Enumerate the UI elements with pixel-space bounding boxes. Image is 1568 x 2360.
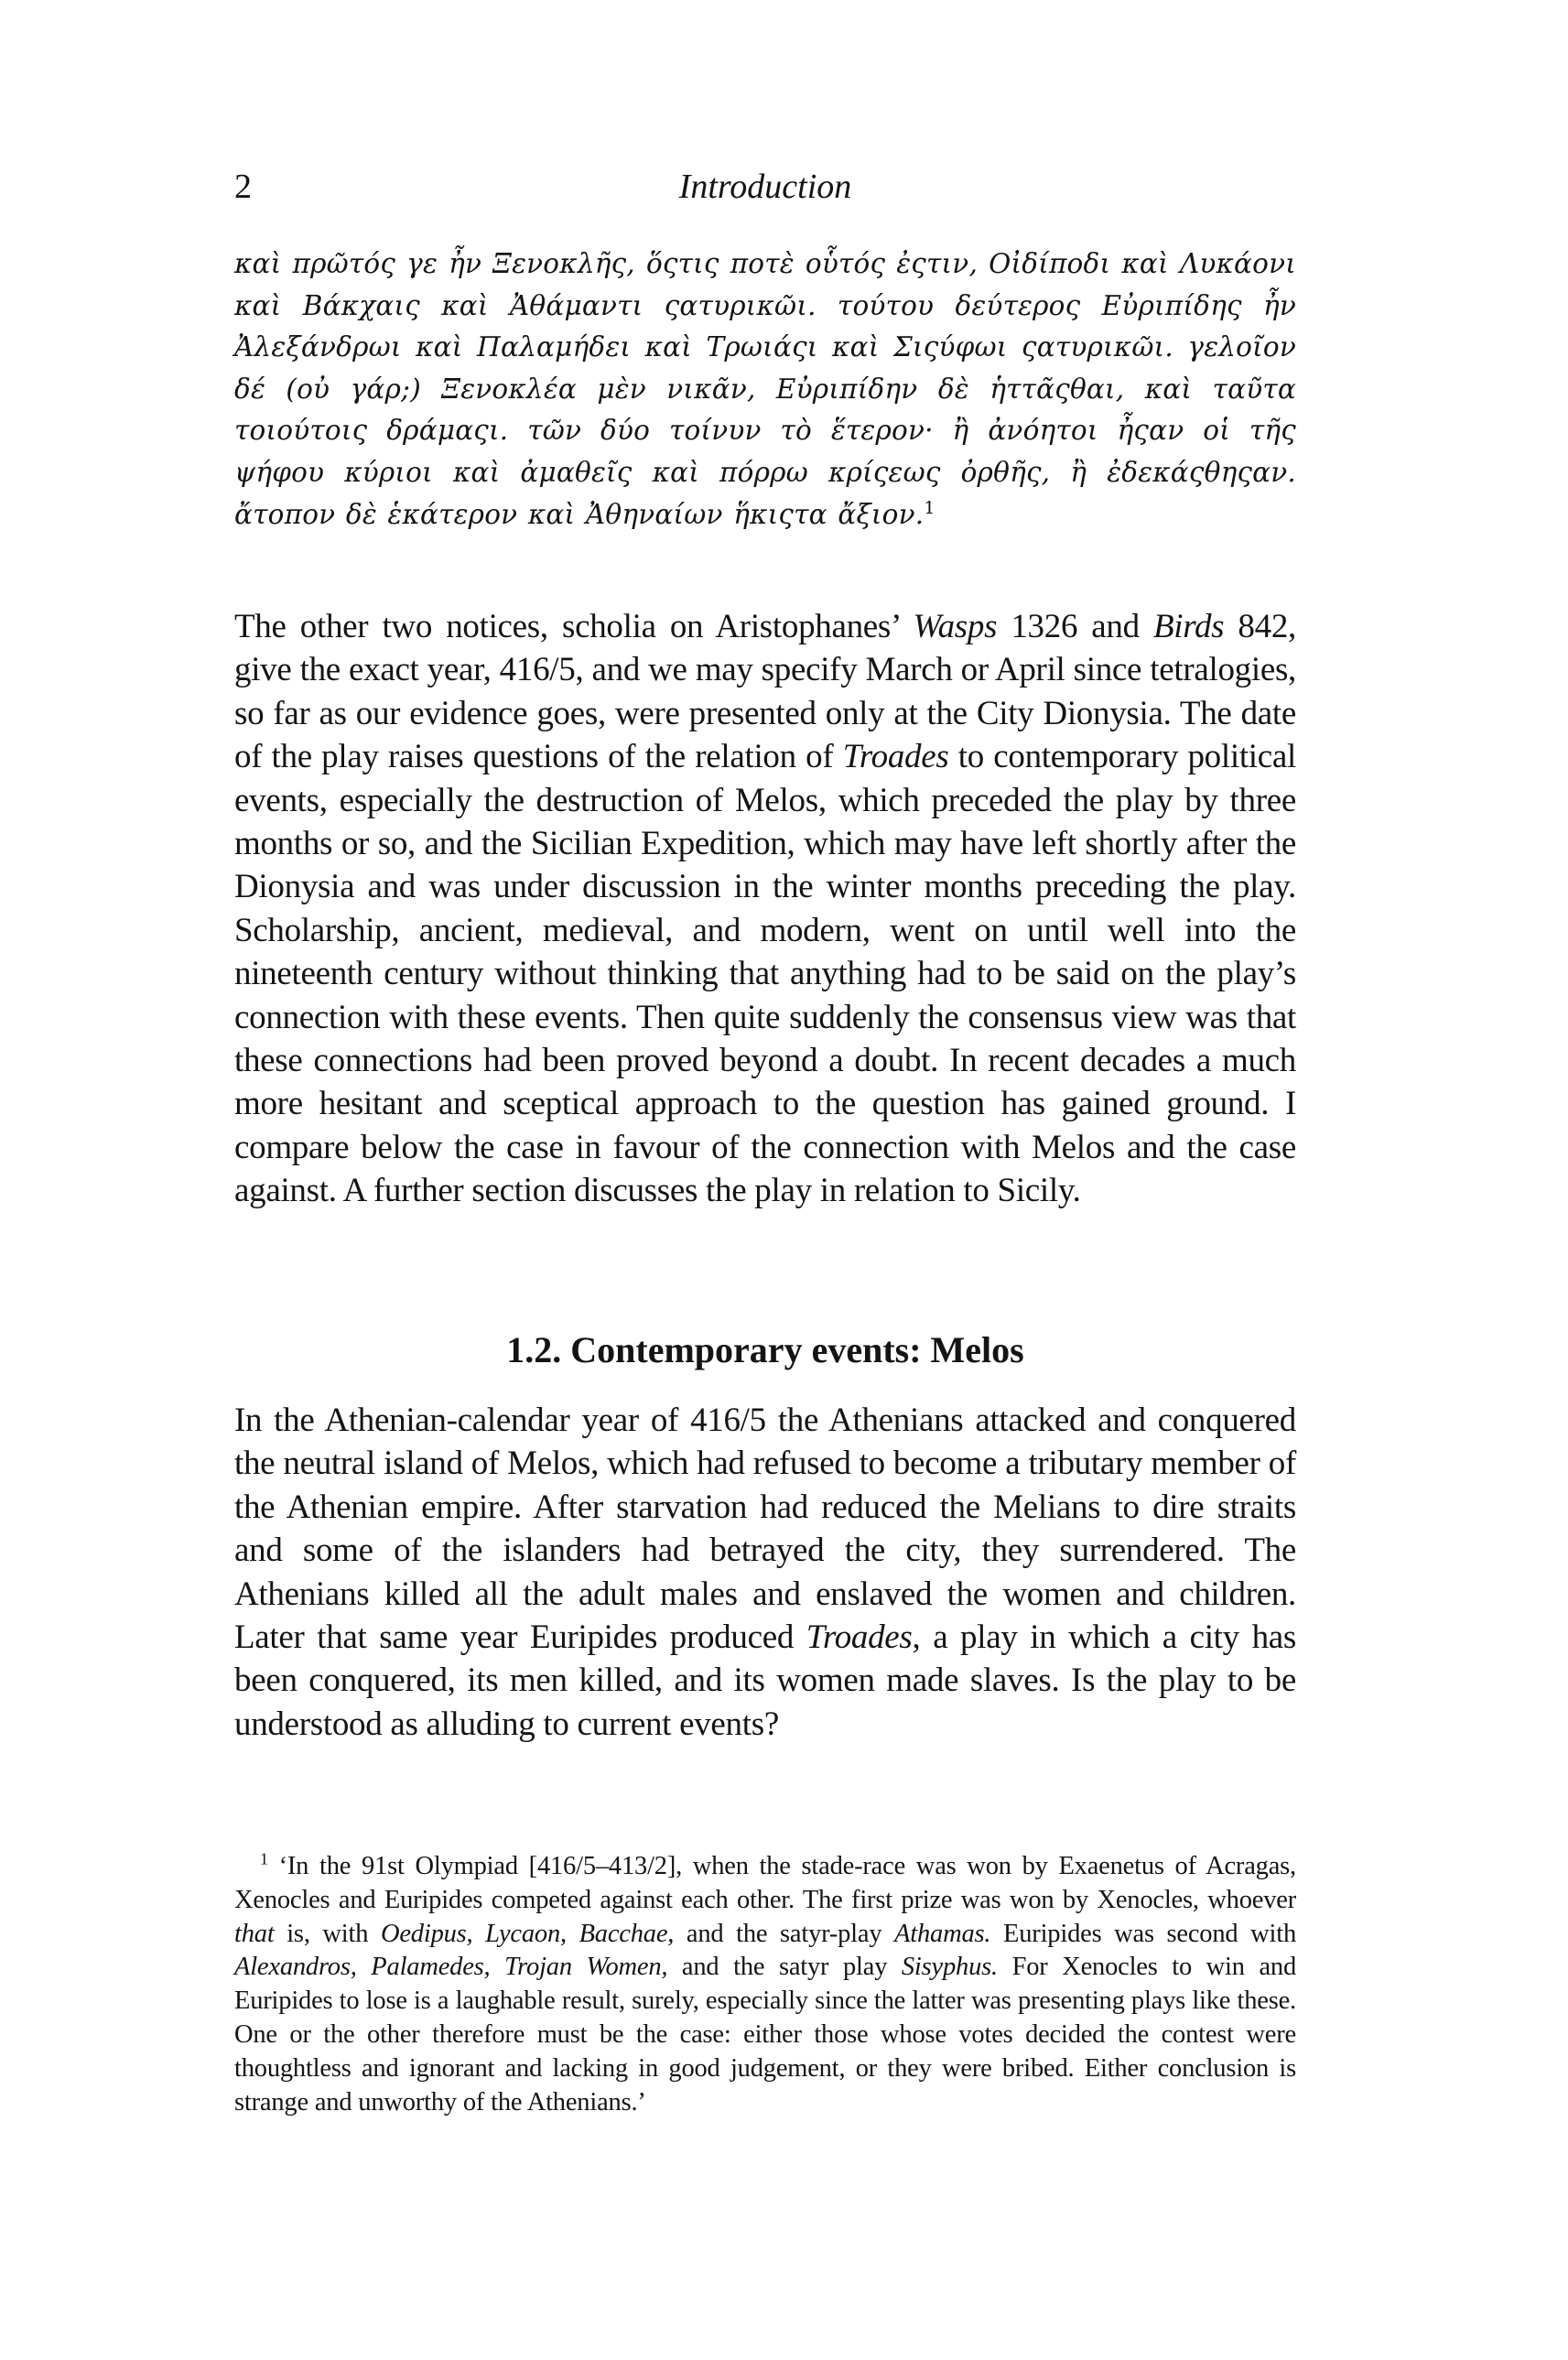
footnote-marker: 1 bbox=[260, 1849, 268, 1868]
italic-title: Troades bbox=[842, 738, 949, 776]
text-run: The other two notices, scholia on Aristophanes’ bbox=[234, 608, 914, 645]
text-run: ‘In the 91st Olympiad [416/5–413/2], when the stade-race was won by Exaenetus of Acragas, Xenocles and Euripides competed against each other. The first prize was won by Xenocles, whoever bbox=[234, 1852, 1296, 1914]
italic-title: Troades bbox=[806, 1618, 913, 1657]
italic-text: that bbox=[234, 1919, 275, 1948]
text-run: is, with bbox=[274, 1919, 381, 1948]
text-run: 842, give the exact year, 416/5, and we may specify March or April since tetralogies, so far as our evidence goes, were presented only at the City Dionysia. The date of the play raises questions of the relation of bbox=[234, 608, 1296, 776]
running-head bbox=[234, 163, 1296, 218]
body-paragraph bbox=[234, 1399, 1296, 1746]
greek-quotation bbox=[234, 244, 1296, 536]
text-run: and the satyr play bbox=[667, 1953, 902, 1982]
text-run: 1326 and bbox=[997, 608, 1153, 645]
italic-title: Birds bbox=[1152, 608, 1225, 645]
italic-title: Sisyphus. bbox=[901, 1953, 998, 1982]
italic-title: Oedipus, Lycaon, Bacchae, bbox=[380, 1919, 675, 1948]
text-run: In the Athenian-calendar year of 416/5 the Athenians attacked and conquered the neutral island of Melos, which had refused to become a tributary member of the Athenian empire. After starvation had reduced the Melians to dire straits and some of the islanders had betrayed the city, they surrendered. The Athenians killed all the adult males and enslaved the women and children. Later that same year Euripides produced bbox=[234, 1402, 1296, 1657]
italic-title: Alexandros, Palamedes, Trojan Women, bbox=[234, 1953, 668, 1982]
body-paragraph bbox=[234, 605, 1296, 1213]
page-number: 2 bbox=[234, 168, 252, 206]
running-title: Introduction bbox=[678, 168, 852, 206]
text-run: Euripides was second with bbox=[990, 1919, 1296, 1948]
footnote-reference: 1 bbox=[924, 497, 935, 518]
text-run: For Xenocles to win and Euripides to lose is a laughable result, surely, especially since the latter was presenting plays like these. One or the other therefore must be the case: either those whose votes decided the contest were thoughtless and ignorant and lacking in good judgement, or they were bribed. Either conclusion is strange and unworthy of the Athenians.’ bbox=[234, 1953, 1296, 2116]
footnote bbox=[234, 1850, 1296, 2119]
text-run: to contemporary political events, especially the destruction of Melos, which preceded the play by three months or so, and the Sicilian Expedition, which may have left shortly after the Dionysia and was under discussion in the winter months preceding the play. Scholarship, ancient, medieval, and modern, went on until well into the nineteenth century without thinking that anything had to be said on the play’s connection with these events. Then quite suddenly the consensus view was that these connections had been proved beyond a doubt. In recent decades a much more hesitant and sceptical approach to the question has gained ground. I compare below the case in favour of the connection with Melos and the case against. A further section discusses the play in relation to Sicily. bbox=[234, 738, 1297, 1210]
greek-quotation-text: καὶ πρῶτός γε ἦν Ξενοκλῆς, ὅςτις ποτὲ οὗτός ἐςτιν, Οἰδίποδι καὶ Λυκάονι καὶ Βάκχαις καὶ Ἀθάμαντι ςατυρικῶι. τούτου δεύτερος Εὐριπίδης ἦν Ἀλεξάνδρωι καὶ Παλαμήδει καὶ Τρωιάςι καὶ Σιςύφωι ςατυρικῶι. γελοῖον δέ (οὐ γάρ;) Ξενοκλέα μὲν νικᾶν, Εὐριπίδην δὲ ἡττᾶςθαι, καὶ ταῦτα τοιούτοις δράμαςι. τῶν δύο τοίνυν τὸ ἕτερον· ἢ ἀνόητοι ἦςαν οἱ τῆς ψήφου κύριοι καὶ ἀμαθεῖς καὶ πόρρω κρίςεως ὀρθῆς, ἢ ἐδεκάςθηςαν. ἄτοπον δὲ ἑκάτερον καὶ Ἀθηναίων ἥκιςτα ἄξιον. bbox=[234, 248, 1296, 530]
text-run: , a play in which a city has been conquered, its men killed, and its women made slaves. Is the play to be understood as alluding to current events? bbox=[234, 1618, 1296, 1743]
text-run: and the satyr-play bbox=[674, 1919, 895, 1948]
section-heading: 1.2. Contemporary events: Melos bbox=[506, 1329, 1024, 1370]
italic-title: Wasps bbox=[913, 608, 998, 645]
italic-title: Athamas. bbox=[894, 1919, 991, 1948]
